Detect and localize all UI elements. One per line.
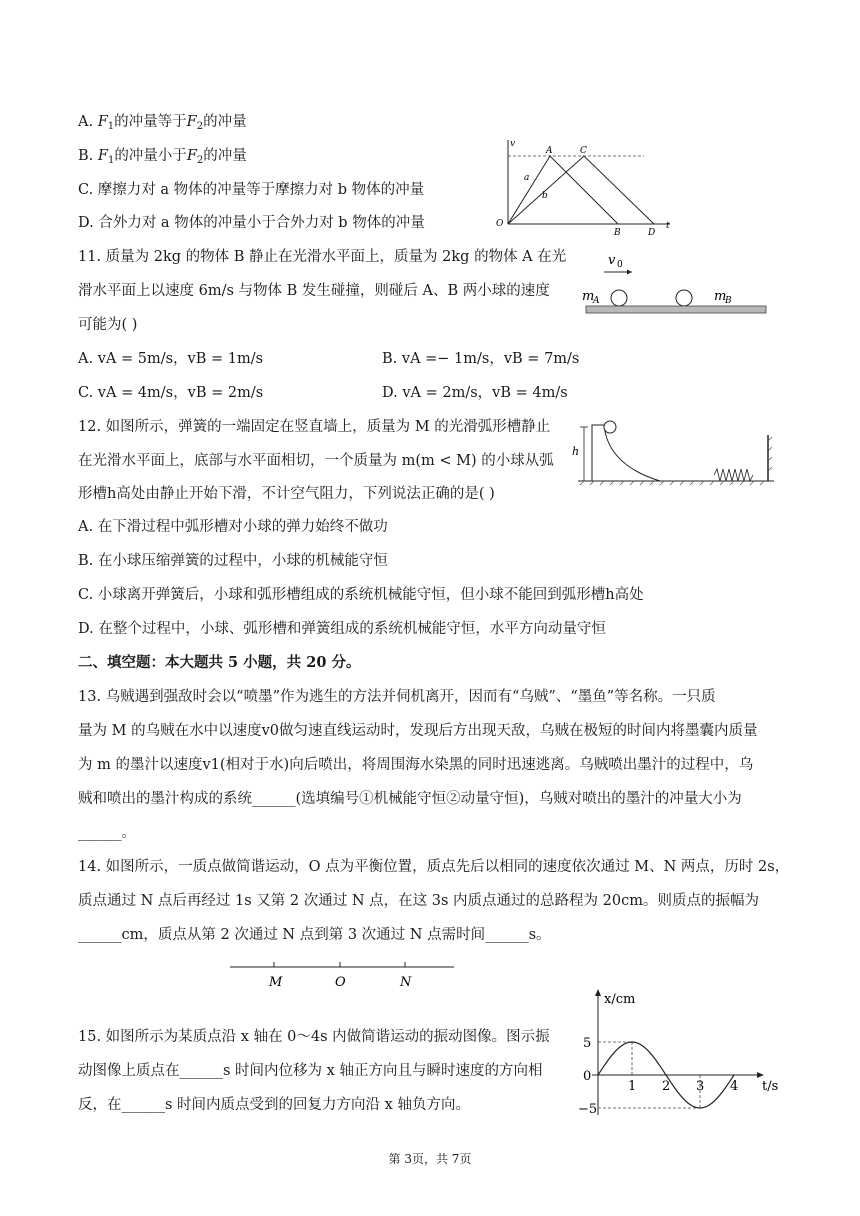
page-footer: 第 3页，共 7页	[388, 1152, 472, 1166]
option-text: 的冲量等于	[114, 114, 187, 130]
point-m-label: M	[269, 975, 283, 990]
velocity-subscript: 0	[617, 260, 623, 270]
arc-groove	[592, 425, 660, 481]
q10-option-c: C. 摩擦力对 a 物体的冲量等于摩擦力对 b 物体的冲量	[78, 182, 425, 198]
point-b-label: B	[614, 228, 621, 238]
t-axis-label: t	[666, 221, 670, 231]
q12-option-a: A. 在下滑过程中弧形槽对小球的弹力始终不做功	[78, 519, 388, 535]
q11-line1: 11. 质量为 2kg 的物体 B 静止在光滑水平面上，质量为 2kg 的物体 A 在光	[78, 249, 567, 265]
q12-line1: 12. 如图所示，弹簧的一端固定在竖直墙上，质量为 M 的光滑弧形槽静止	[78, 419, 551, 435]
option-prefix: A.	[78, 114, 98, 130]
q15-line1: 15. 如图所示为某质点沿 x 轴在 0～4s 内做简谐运动的振动图像。图示振	[78, 1029, 550, 1045]
q13-line5: ______。	[78, 825, 136, 841]
mon-diagram	[228, 958, 458, 998]
subscript: 1	[107, 155, 115, 166]
arrow-head-icon	[627, 270, 632, 275]
q11-line3: 可能为( )	[78, 317, 138, 333]
collision-diagram	[582, 250, 772, 324]
x-tick-label: 3	[696, 1079, 705, 1094]
force-symbol: F	[97, 114, 108, 130]
force-symbol: F	[186, 148, 197, 164]
point-o-label: O	[335, 975, 346, 990]
q15-line2: 动图像上质点在______s 时间内位移为 x 轴正方向且与瞬时速度的方向相	[78, 1063, 543, 1079]
curve-b-label: b	[542, 191, 548, 201]
q15-line3: 反，在______s 时间内质点受到的回复力方向沿 x 轴负方向。	[78, 1097, 470, 1113]
section-heading: 二、填空题：本大题共 5 小题，共 20 分。	[78, 654, 361, 671]
q12-line2: 在光滑水平面上，底部与水平面相切，一个质量为 m(m < M) 的小球从弧	[78, 453, 554, 469]
y-tick-label: −5	[578, 1102, 598, 1117]
x-arrow-icon	[757, 1072, 764, 1078]
x-tick-label: 4	[730, 1079, 739, 1094]
force-symbol: F	[186, 114, 197, 130]
force-symbol: F	[97, 148, 108, 164]
curve-a-label: a	[524, 173, 530, 183]
x-tick-label: 1	[628, 1079, 637, 1094]
q14-line3: ______cm，质点从第 2 次通过 N 点到第 3 次通过 N 点需时间______s。	[78, 927, 551, 943]
x-tick-label: 2	[662, 1079, 671, 1094]
option-prefix: B.	[78, 148, 98, 164]
y-arrow-icon	[595, 989, 601, 996]
spring-arc-diagram	[570, 415, 780, 494]
option-text: 的冲量小于	[114, 148, 187, 164]
q13-line2: 量为 M 的乌贼在水中以速度v0做匀速直线运动时，发现后方出现天敌，乌贼在极短的时间内将墨囊内质量	[78, 723, 758, 739]
option-text: 的冲量	[203, 114, 247, 130]
mass-b-label: m	[714, 289, 727, 304]
line-b	[508, 156, 654, 224]
point-a-label: A	[546, 146, 553, 156]
velocity-label: v	[608, 253, 616, 268]
q11-option-b: B. vA =− 1m/s，vB = 7m/s	[382, 351, 580, 367]
height-label: h	[572, 445, 580, 458]
ball-b	[676, 290, 692, 306]
q14-line2: 质点通过 N 点后再经过 1s 又第 2 次通过 N 点，在这 3s 内质点通过的总路程为 20cm。则质点的振幅为	[78, 893, 759, 909]
subscript: 2	[196, 155, 204, 166]
q13-line3: 为 m 的墨汁以速度v1(相对于水)向后喷出，将周围海水染黑的同时迅速逃离。乌贼喷出墨汁的过程中，乌	[78, 757, 754, 773]
mass-a-label: m	[582, 289, 595, 304]
ball-a	[611, 290, 627, 306]
q12-line3: 形槽h高处由静止开始下滑，不计空气阻力，下列说法正确的是( )	[78, 486, 495, 502]
q10-option-a	[78, 112, 247, 137]
q13-line1: 13. 乌贼遇到强敌时会以“喷墨”作为逃生的方法并伺机离开，因而有“乌贼”、“墨鱼”等名称。一只质	[78, 689, 716, 705]
tick-labels	[578, 1036, 738, 1117]
mass-b-subscript: B	[725, 296, 732, 306]
x-axis-label: t/s	[762, 1079, 779, 1094]
q11-option-c: C. vA = 4m/s，vB = 2m/s	[78, 385, 264, 401]
point-n-label: N	[400, 975, 412, 990]
mass-a-subscript: A	[593, 296, 600, 306]
q13-line4: 贼和喷出的墨汁构成的系统______(选填编号①机械能守恒②动量守恒)，乌贼对喷出的墨汁的冲量大小为	[78, 791, 742, 807]
subscript: 2	[196, 121, 204, 132]
q11-option-a: A. vA = 5m/s，vB = 1m/s	[78, 351, 264, 367]
q10-option-b	[78, 146, 247, 171]
q11-option-d: D. vA = 2m/s，vB = 4m/s	[382, 385, 568, 401]
q12-option-c: C. 小球离开弹簧后，小球和弧形槽组成的系统机械能守恒，但小球不能回到弧形槽h高处	[78, 587, 644, 603]
spring	[714, 469, 753, 481]
line-a	[508, 156, 618, 224]
point-d-label: D	[648, 228, 656, 238]
subscript: 1	[107, 121, 115, 132]
v-axis-label: v	[510, 139, 516, 149]
y-tick-label: 0	[583, 1069, 592, 1084]
q11-line2: 滑水平面上以速度 6m/s 与物体 B 发生碰撞，则碰后 A、B 两小球的速度	[78, 283, 550, 299]
q12-option-d: D. 在整个过程中，小球、弧形槽和弹簧组成的系统机械能守恒，水平方向动量守恒	[78, 621, 606, 637]
q12-option-b: B. 在小球压缩弹簧的过程中，小球的机械能守恒	[78, 553, 388, 569]
q14-line1: 14. 如图所示，一质点做简谐运动，O 点为平衡位置，质点先后以相同的速度依次通过 M、N 两点，历时 2s，	[78, 859, 790, 875]
point-c-label: C	[580, 146, 587, 156]
ground-surface	[586, 306, 766, 313]
y-axis-label: x/cm	[604, 992, 636, 1007]
y-tick-label: 5	[583, 1036, 592, 1051]
q10-option-d: D. 合外力对 a 物体的冲量小于合外力对 b 物体的冲量	[78, 215, 425, 231]
vibration-chart	[578, 985, 788, 1124]
small-ball	[604, 421, 616, 433]
origin-label: O	[496, 219, 504, 229]
vt-diagram	[494, 136, 684, 240]
option-text: 的冲量	[203, 148, 247, 164]
